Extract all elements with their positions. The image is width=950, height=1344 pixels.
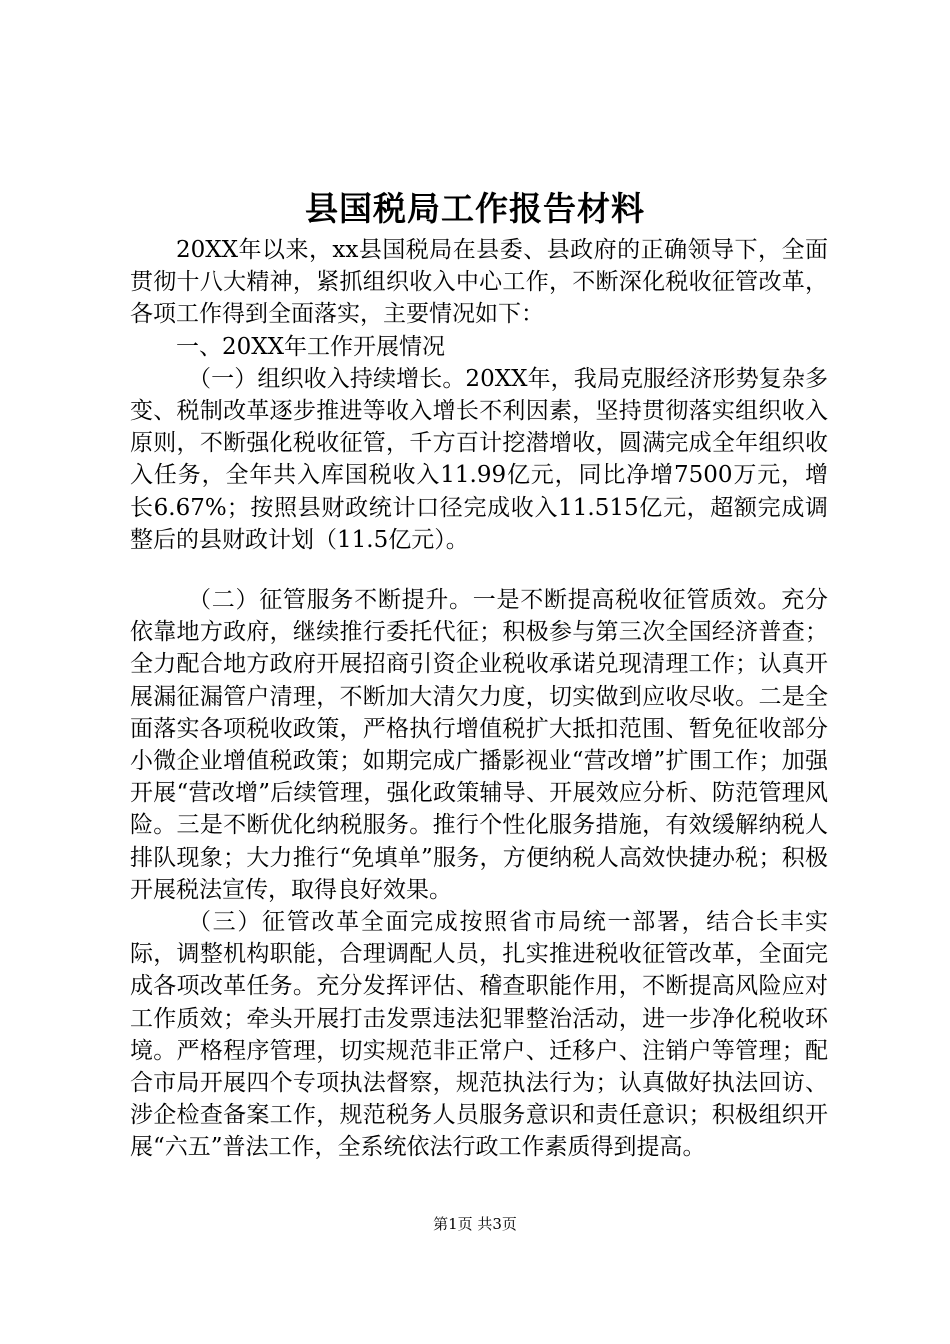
subsection-paragraph-1: （一）组织收入持续增长。20XX年，我局克服经济形势复杂多变、税制改革逐步推进等收入增长不利因素，坚持贯彻落实组织收入原则，不断强化税收征管，千方百计挖潜增收，圆满完成全年组织收入任务，全年共入库国税收入11.99亿元，同比净增7500万元，增长6.67%；按照县财政统计口径完成收入11.515亿元，超额完成调整后的县财政计划（11.5亿元）。 (130, 365, 828, 553)
section-heading: 一、20XX年工作开展情况 (176, 333, 446, 360)
subsection-paragraph-3: （三）征管改革全面完成按照省市局统一部署，结合长丰实际，调整机构职能，合理调配人员，扎实推进税收征管改革，全面完成各项改革任务。充分发挥评估、稽查职能作用，不断提高风险应对工作质效；牵头开展打击发票违法犯罪整治活动，进一步净化税收环境。严格程序管理，切实规范非正常户、迁移户、注销户等管理；配合市局开展四个专项执法督察，规范执法行为；认真做好执法回访、涉企检查备案工作，规范税务人员服务意识和责任意识；积极组织开展“六五”普法工作，全系统依法行政工作素质得到提高。 (130, 909, 828, 1161)
intro-paragraph: 20XX年以来，xx县国税局在县委、县政府的正确领导下，全面贯彻十八大精神，紧抓组织收入中心工作，不断深化税收征管改革，各项工作得到全面落实，主要情况如下： (130, 237, 828, 328)
document-body (130, 234, 828, 1164)
document-title: 县国税局工作报告材料 (305, 189, 645, 228)
page-footer: 第1页 共3页 (433, 1215, 517, 1233)
subsection-paragraph-2: （二）征管服务不断提升。一是不断提高税收征管质效。充分依靠地方政府，继续推行委托代征；积极参与第三次全国经济普查；全力配合地方政府开展招商引资企业税收承诺兑现清理工作；认真开展漏征漏管户清理，不断加大清欠力度，切实做到应收尽收。二是全面落实各项税收政策，严格执行增值税扩大抵扣范围、暂免征收部分小微企业增值税政策；如期完成广播影视业“营改增”扩围工作；加强开展“营改增”后续管理，强化政策辅导、开展效应分析、防范管理风险。三是不断优化纳税服务。推行个性化服务措施，有效缓解纳税人排队现象；大力推行“免填单”服务，方便纳税人高效快捷办税；积极开展税法宣传，取得良好效果。 (130, 587, 828, 903)
paragraph-spacer (130, 556, 828, 584)
